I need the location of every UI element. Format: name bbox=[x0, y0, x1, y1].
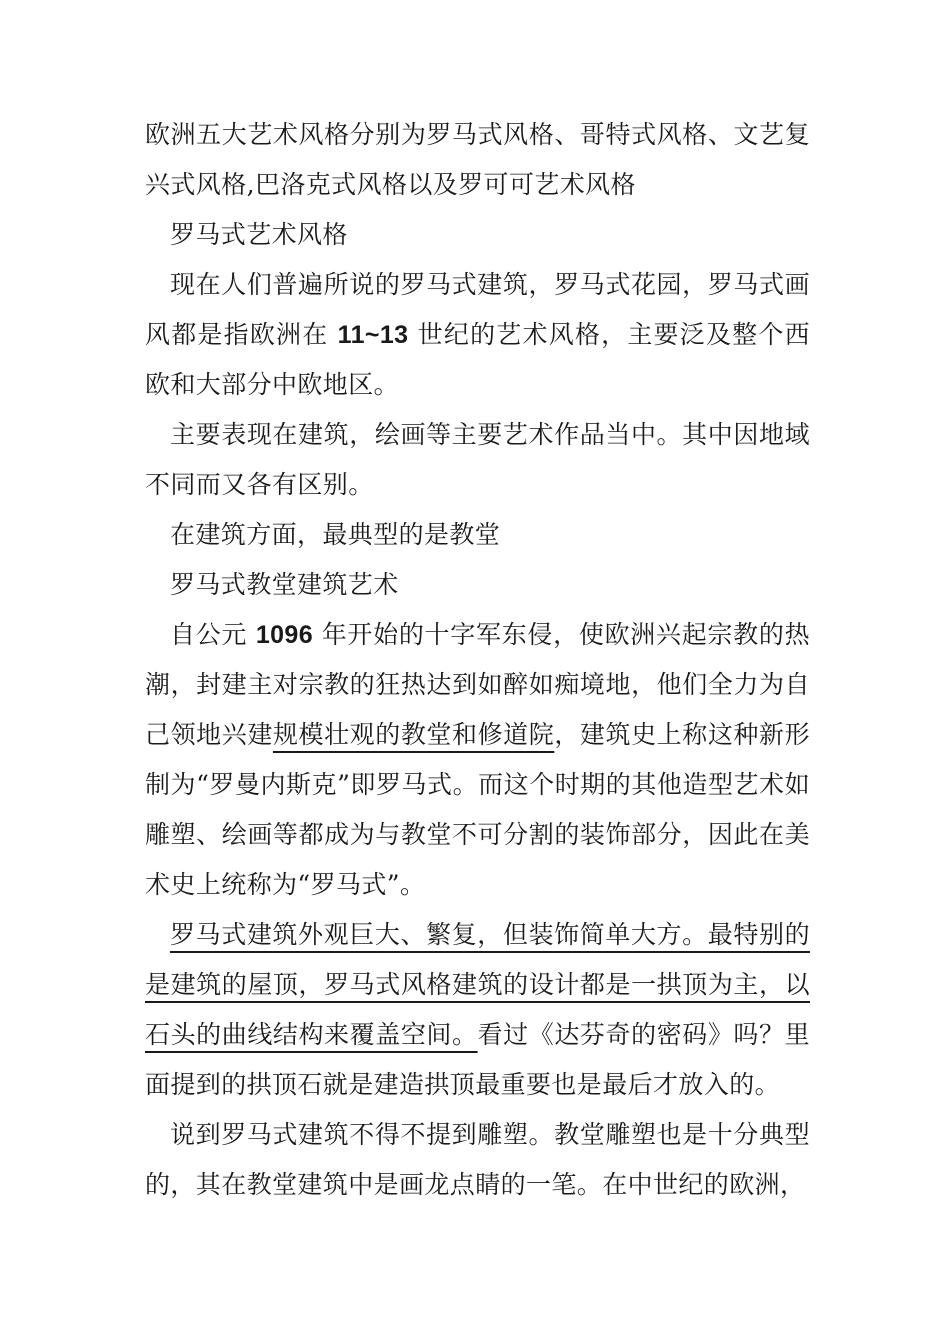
paragraph-text: ，建筑史上称这种新形制为“罗曼内斯克”即罗马式。而这个时期的其他造型艺术如雕塑、绘画等都成为与教堂不可分割的装饰部分，因此在美术史上统称为“罗马式”。 bbox=[145, 720, 810, 899]
century-range: 11~13 bbox=[337, 321, 409, 349]
paragraph-text: 年开始的十字军东侵，使欧洲兴起宗教的热潮，封建主对宗教的狂热达到如醉如痴境地，他们全力为自己领地兴建 bbox=[145, 620, 810, 749]
section-title-church-architecture bbox=[145, 560, 810, 610]
paragraph-text: 自公元 bbox=[170, 620, 256, 649]
section-title-text: 罗马式教堂建筑艺术 bbox=[170, 570, 399, 599]
year-number: 1096 bbox=[255, 621, 314, 649]
sculpture-paragraph bbox=[145, 1110, 810, 1210]
intro-paragraph bbox=[145, 110, 810, 210]
romanesque-definition-paragraph bbox=[145, 260, 810, 410]
paragraph-text: 主要表现在建筑，绘画等主要艺术作品当中。其中因地域不同而又各有区别。 bbox=[145, 420, 810, 499]
underlined-text: 罗马式建筑外观巨大、繁复，但装饰简单大方。最特别的是建筑的屋顶，罗马式风格建筑的设计都是一拱顶为主，以石头的曲线结构来覆盖空间。 bbox=[145, 920, 810, 1049]
paragraph-text: 现在人们普遍所说的罗马式建筑，罗马式花园，罗马式画风都是指欧洲在 bbox=[145, 270, 810, 349]
underlined-text: 规模壮观的教堂和修道院 bbox=[272, 720, 555, 749]
intro-text: 欧洲五大艺术风格分别为罗马式风格、哥特式风格、文艺复兴式风格,巴洛克式风格以及罗可可艺术风格 bbox=[145, 120, 810, 199]
art-forms-paragraph bbox=[145, 410, 810, 510]
paragraph-text: 说到罗马式建筑不得不提到雕塑。教堂雕塑也是十分典型的，其在教堂建筑中是画龙点睛的一笔。在中世纪的欧洲， bbox=[145, 1120, 810, 1199]
document-body bbox=[145, 110, 810, 1210]
architecture-paragraph bbox=[145, 510, 810, 560]
paragraph-text: 世纪的艺术风格，主要泛及整个西欧和大部分中欧地区。 bbox=[145, 320, 810, 399]
paragraph-text: 在建筑方面，最典型的是教堂 bbox=[170, 520, 501, 549]
exterior-paragraph bbox=[145, 910, 810, 1110]
crusades-paragraph bbox=[145, 610, 810, 910]
section-title-romanesque-style bbox=[145, 210, 810, 260]
section-title-text: 罗马式艺术风格 bbox=[170, 220, 348, 249]
paragraph-text: 看过《达芬奇的密码》吗？里面提到的拱顶石就是建造拱顶最重要也是最后才放入的。 bbox=[145, 1020, 810, 1099]
